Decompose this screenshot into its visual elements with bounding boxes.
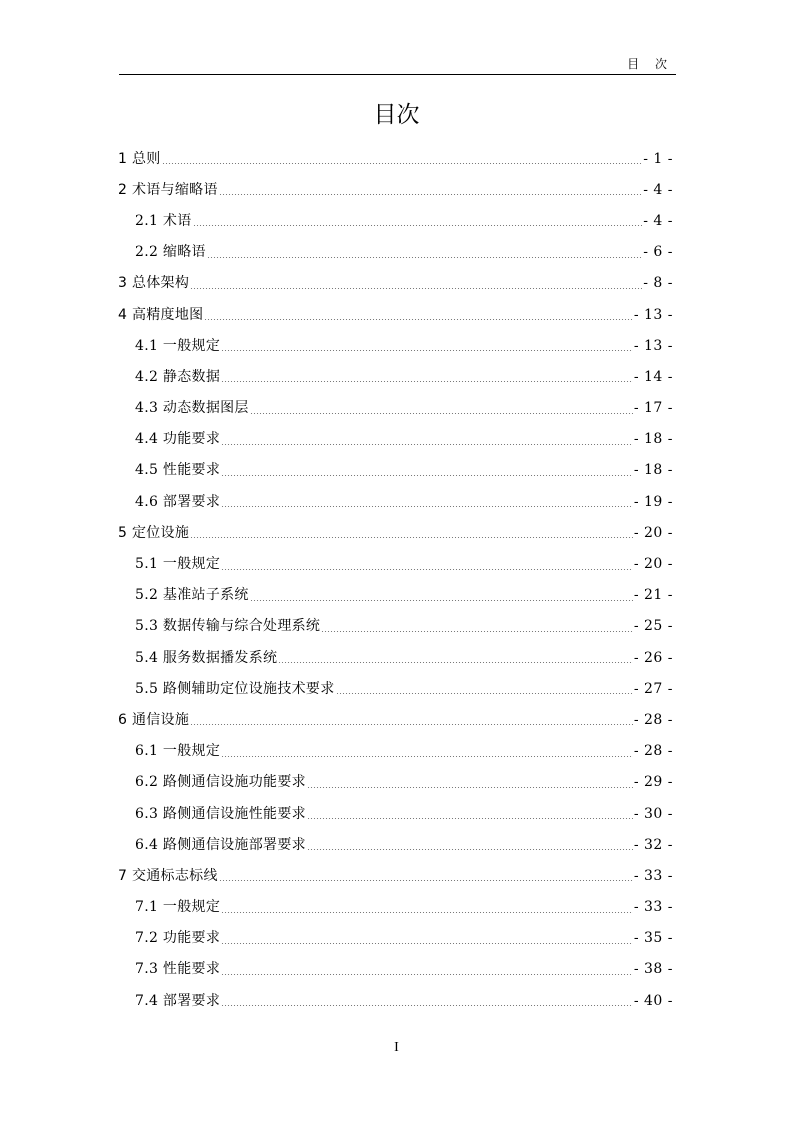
toc-dot-leader — [221, 943, 633, 944]
toc-entry[interactable] — [118, 424, 673, 455]
toc-entry[interactable] — [118, 985, 673, 1016]
toc-entry-page: - 40 - — [633, 992, 673, 1009]
toc-dot-leader — [250, 413, 633, 414]
toc-entry-page: - 21 - — [633, 587, 673, 604]
toc-entry-page: - 18 - — [633, 431, 673, 448]
header-section-label: 目 次 — [627, 57, 673, 71]
toc-entry-label: 4.4 功能要求 — [135, 431, 221, 448]
toc-entry[interactable] — [118, 642, 673, 673]
toc-dot-leader — [336, 693, 633, 694]
toc-entry-label: 7.2 功能要求 — [135, 930, 221, 947]
toc-entry[interactable] — [118, 205, 673, 236]
toc-entry-label: 5.4 服务数据播发系统 — [135, 649, 278, 666]
toc-entry-page: - 35 - — [633, 930, 673, 947]
toc-dot-leader — [221, 506, 633, 507]
toc-entry-page: - 33 - — [633, 867, 673, 884]
toc-entry-page: - 33 - — [633, 899, 673, 916]
toc-entry-label: 4.2 静态数据 — [135, 368, 221, 385]
toc-entry[interactable] — [118, 736, 673, 767]
toc-entry-label: 5.2 基准站子系统 — [135, 587, 249, 604]
toc-dot-leader — [207, 257, 642, 258]
toc-dot-leader — [221, 475, 633, 476]
toc-dot-leader — [221, 756, 633, 757]
toc-entry-page: - 32 - — [633, 836, 673, 853]
toc-dot-leader — [321, 631, 633, 632]
toc-dot-leader — [190, 537, 633, 538]
toc-entry-page: - 28 - — [633, 743, 673, 760]
toc-entry-page: - 38 - — [633, 961, 673, 978]
toc-entry-page: - 13 - — [633, 306, 673, 323]
toc-dot-leader — [221, 381, 633, 382]
toc-entry-label: 2.2 缩略语 — [135, 244, 206, 261]
toc-dot-leader — [190, 288, 642, 289]
toc-entry[interactable] — [118, 299, 673, 330]
toc-entry[interactable] — [118, 892, 673, 923]
toc-entry[interactable] — [118, 455, 673, 486]
toc-dot-leader — [221, 912, 633, 913]
toc-entry-label: 7.4 部署要求 — [135, 992, 221, 1009]
toc-entry-label: 6 通信设施 — [118, 711, 190, 728]
toc-dot-leader — [307, 818, 633, 819]
toc-entry-label: 4.5 性能要求 — [135, 462, 221, 479]
toc-entry-label: 7.1 一般规定 — [135, 899, 221, 916]
toc-entry-label: 2.1 术语 — [135, 212, 192, 229]
toc-entry-page: - 28 - — [633, 711, 673, 728]
toc-entry[interactable] — [118, 268, 673, 299]
toc-entry-label: 4.1 一般规定 — [135, 337, 221, 354]
toc-entry[interactable] — [118, 704, 673, 735]
toc-entry-page: - 6 - — [643, 244, 673, 261]
toc-entry-label: 3 总体架构 — [118, 275, 190, 292]
toc-entry[interactable] — [118, 237, 673, 268]
toc-dot-leader — [221, 350, 633, 351]
toc-entry-page: - 26 - — [633, 649, 673, 666]
toc-entry-label: 5 定位设施 — [118, 524, 190, 541]
toc-entry-label: 7.3 性能要求 — [135, 961, 221, 978]
toc-entry-label: 5.5 路侧辅助定位设施技术要求 — [135, 680, 335, 697]
toc-entry-label: 5.3 数据传输与综合处理系统 — [135, 618, 321, 635]
toc-entry-label: 6.2 路侧通信设施功能要求 — [135, 774, 306, 791]
toc-entry[interactable] — [118, 829, 673, 860]
toc-entry-label: 4.3 动态数据图层 — [135, 400, 249, 417]
table-of-contents — [118, 143, 673, 1016]
running-header — [119, 57, 676, 75]
toc-entry-page: - 29 - — [633, 774, 673, 791]
toc-entry[interactable] — [118, 923, 673, 954]
toc-entry-page: - 4 - — [643, 181, 673, 198]
toc-entry[interactable] — [118, 798, 673, 829]
toc-entry-page: - 19 - — [633, 493, 673, 510]
toc-entry-label: 4.6 部署要求 — [135, 493, 221, 510]
toc-dot-leader — [221, 569, 633, 570]
toc-dot-leader — [250, 600, 633, 601]
toc-dot-leader — [193, 225, 643, 226]
toc-entry[interactable] — [118, 548, 673, 579]
toc-dot-leader — [219, 194, 642, 195]
toc-dot-leader — [221, 444, 633, 445]
toc-entry[interactable] — [118, 393, 673, 424]
toc-dot-leader — [204, 319, 632, 320]
toc-dot-leader — [219, 880, 633, 881]
toc-entry-label: 4 高精度地图 — [118, 306, 204, 323]
toc-dot-leader — [221, 1005, 633, 1006]
page-title: 目次 — [373, 102, 420, 128]
toc-entry[interactable] — [118, 517, 673, 548]
toc-entry[interactable] — [118, 954, 673, 985]
toc-entry-page: - 18 - — [633, 462, 673, 479]
toc-dot-leader — [278, 662, 632, 663]
toc-dot-leader — [221, 974, 633, 975]
toc-entry[interactable] — [118, 174, 673, 205]
toc-entry-page: - 1 - — [643, 150, 673, 167]
toc-entry-page: - 4 - — [643, 212, 673, 229]
toc-dot-leader — [307, 787, 633, 788]
page-number: I — [394, 1040, 399, 1055]
toc-entry-page: - 17 - — [633, 400, 673, 417]
toc-entry[interactable] — [118, 673, 673, 704]
toc-entry-page: - 20 - — [633, 524, 673, 541]
toc-entry-page: - 14 - — [633, 368, 673, 385]
toc-entry[interactable] — [118, 767, 673, 798]
toc-entry-page: - 8 - — [643, 275, 673, 292]
toc-dot-leader — [307, 849, 633, 850]
toc-entry-label: 6.1 一般规定 — [135, 743, 221, 760]
toc-entry-page: - 25 - — [633, 618, 673, 635]
toc-entry-page: - 13 - — [633, 337, 673, 354]
toc-entry-page: - 20 - — [633, 556, 673, 573]
toc-dot-leader — [162, 163, 643, 164]
toc-entry[interactable] — [118, 143, 673, 174]
toc-entry-label: 2 术语与缩略语 — [118, 181, 218, 198]
toc-entry-label: 6.3 路侧通信设施性能要求 — [135, 805, 306, 822]
toc-entry-label: 6.4 路侧通信设施部署要求 — [135, 836, 306, 853]
toc-entry[interactable] — [118, 860, 673, 891]
toc-entry-label: 5.1 一般规定 — [135, 556, 221, 573]
toc-dot-leader — [190, 724, 633, 725]
toc-entry[interactable] — [118, 611, 673, 642]
toc-entry-label: 7 交通标志标线 — [118, 867, 218, 884]
toc-entry[interactable] — [118, 486, 673, 517]
toc-entry[interactable] — [118, 330, 673, 361]
toc-entry-page: - 30 - — [633, 805, 673, 822]
toc-entry-label: 1 总则 — [118, 150, 161, 167]
toc-entry[interactable] — [118, 580, 673, 611]
toc-entry-page: - 27 - — [633, 680, 673, 697]
toc-entry[interactable] — [118, 361, 673, 392]
